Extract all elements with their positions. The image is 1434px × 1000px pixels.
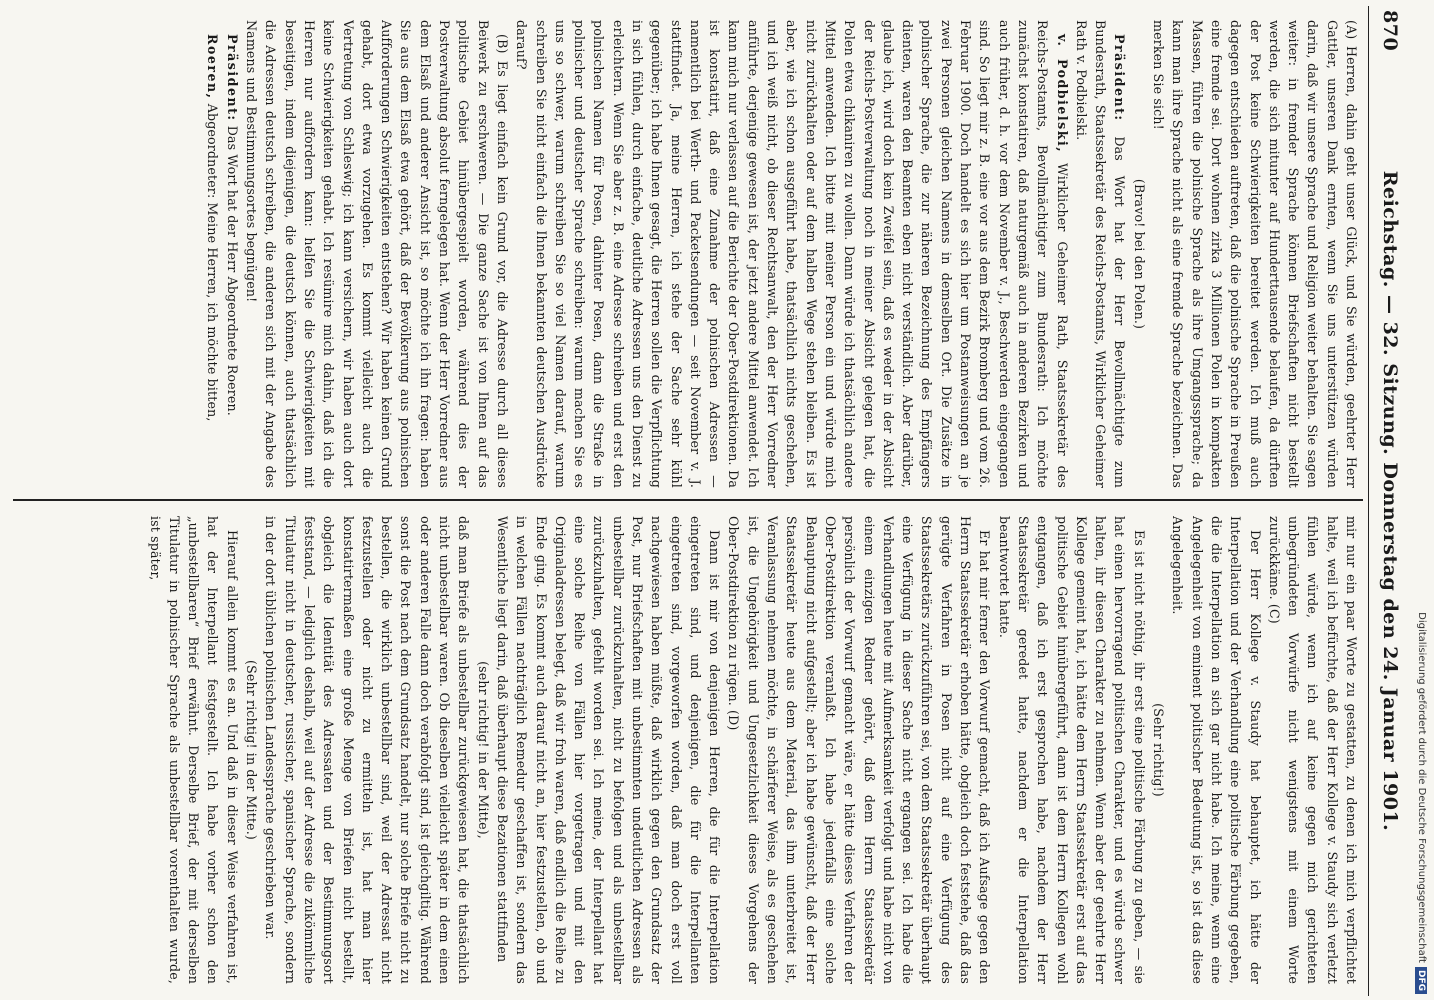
paragraph-text: Es liegt einfach kein Grund vor, die Adresse durch all dieses Beiwerk zu erschweren. — Die ganze Sache ist von Ihnen auf das politische Gebiet hinübergespielt worden, während dies der Postverwaltung absolut ferngelegen hat. Wenn der Herr Vorredner aus dem Elsaß und anderer Ansicht ist, so möchte ich ihn fragen: haben Sie aus dem Elsaß etwa gehört, daß der Bevölkerung aus polnischen Aufforderungen Schwierigkeiten entstehen? Wir haben keinen Grund gehabt, dort etwa vorzugehen. Es kommt vielleicht auch die Vertretung von Schleswig; ich kann versichern, wir haben auch dort keine Schwierigkeiten gehabt. Ich resümire mich dahin, daß ich die Herren nur auffordern kann: helfen Sie die Schwierigkeiten mit beseitigen, indem diejenigen, die deutsch können, auch thatsächlich die Adressen deutsch schreiben, die anderen sich mit der Angabe des Namens und Bestimmungsortes begnügen!	[244, 20, 510, 488]
reaction: (sehr richtig! in der Mitte),	[475, 661, 491, 839]
rotated-page	[7, 6, 1407, 996]
marker-b: (B)	[494, 34, 510, 54]
paragraph-text: Abgeordneter: Meine Herren, ich möchte bitten,	[205, 103, 221, 422]
reaction: (Sehr richtig! in der Mitte.)	[244, 660, 260, 840]
page-header	[1371, 6, 1405, 996]
funding-footer	[1411, 6, 1431, 994]
speaker-name: Präsident:	[224, 34, 240, 122]
column-divider	[13, 499, 1363, 501]
dfg-logo: DFG	[1415, 967, 1427, 994]
marker-d: (D)	[726, 710, 742, 731]
marker-c: (C)	[1266, 603, 1282, 624]
text-paragraph	[512, 20, 1072, 488]
paragraph-text: mir nur ein paar Worte zu gestatten, zu denen ich mich verpflichtet halte, weil ich befürchte, daß der Herr Kollege v. Staudy sich verletzt fühlen würde, wenn ich auf keine gegen mich gerichteten unbegründeten Vorwürfe nicht wenigstens mit einem Worte zurückkäme.	[1266, 516, 1359, 984]
right-column	[31, 516, 1361, 984]
text-paragraph	[203, 20, 222, 488]
paragraph-text: Das Wort hat der Herr Abgeordnete Roeren.	[224, 125, 240, 416]
reaction: (Bravo! bei den Polen.)	[1131, 178, 1147, 330]
reaction: (Sehr richtig!)	[1151, 703, 1167, 797]
text-paragraph	[724, 516, 994, 984]
funding-text: Digitalisierung gefördert durch die Deutsche Forschungsgemeinschaft	[1416, 612, 1427, 963]
speaker-name: Präsident:	[1112, 34, 1128, 122]
header-rule	[1368, 6, 1369, 996]
text-paragraph: Dann ist mir von denjenigen Herren, die für die Interpellation eingetreten sind, und denjenigen, die für die Interpellanten eingetreten sind, vorgeworfen worden, daß man doch erst voll nachgewiesen haben müßte, daß wirklich gegen den Grundsatz der Post, nur Briefschaften mit unbestimmten undeutlichen Adressen als unbestellbar zurückzuhalten, nicht zu befolgen und als unbestellbar zurückzuhalten, gefehlt worden sei. Ich meine, der Interpellant hat eine solche Reihe von Fällen hier vorgetragen und mit den Originaladressen belegt, daß wir froh waren, daß endlich die Reihe zu Ende ging. Es kommt auch darauf nicht an, hier festzustellen, ob und in welchen Fällen nachträglich Remedur geschaffen ist, sondern das Wesentliche liegt darin, daß überhaupt diese Bezationen stattfinden	[494, 516, 723, 984]
marker-a: (A)	[1344, 20, 1359, 40]
text-paragraph: Es ist nicht nöthig, ihr erst eine politische Färbung zu geben, — sie hat einen hervorragend politischen Charakter, und es würde schwer halten, ihr diesen Charakter zu nehmen. Wenn aber der geehrte Herr Kollege gemeint hat, ich hätte dem Herrn Staatssekretär erst auf das politische Gebiet hinübergeführt, dann ist dem Herrn Kollegen wohl entgangen, daß ich erst gesprochen habe, nachdem der Herr Staatssekretär geredet hatte, nachdem er die Interpellation beantwortet hatte.	[996, 516, 1147, 984]
left-column	[31, 20, 1361, 488]
paragraph-text: Er hat mir ferner den Vorwurf gemacht, daß ich Aufsage gegen den Herrn Staatssekretär erhoben hätte, obgleich doch feststehe, daß das gerügte Verfahren in Posen nicht auf eine Verfügung des Staatssekretärs zurückzuführen sei, von dem Staatssekretär überhaupt eine Verfügung in dieser Sache nicht ergangen sei. Ich habe die Verhandlungen heute mit Aufmerksamkeit verfolgt und habe nicht von einem einzigen Redner gehört, daß dem Herrn Staatssekretär persönlich der Vorwurf gemacht wäre, er hätte dieses Verfahren der Ober-Postdirektion veranlaßt. Ich habe jedenfalls eine solche Behauptung nicht aufgestellt; aber ich habe gewünscht, daß der Herr Staatssekretär heute aus dem Material, das ihm unterbreitet ist, Veranlassung nehmen möchte, in schärferer Weise, als es geschehen ist, die Ungehörigkeit und Ungesetzlichkeit dieses Vorgehens der Ober-Postdirektion zu rügen.	[726, 516, 993, 984]
speaker-name: Roeren,	[205, 34, 221, 100]
text-paragraph	[242, 20, 512, 488]
paragraph-text: Das Wort hat der Herr Bevollmächtigte zum Bundesrath, Staatssekretär des Reichs-Postamts, Wirklicher Geheimer Rath v. Podbielski.	[1073, 20, 1128, 488]
paragraph-text: Herren, dahin geht unser Glück, und Sie würden, geehrter Herr Gattler, unseren Dank ernten, wenn Sie uns unterstützen würden darin, daß wir unsere Sprache und Religion weiter behalten. Sie sagen weiter: in fremder Sprache können Briefschaften nicht bestellt werden, die sich mitunter auf Hunderttausende belaufen, da dürften der Post keine Schwierigkeiten bereitet werden. Ich muß auch dagegen entschieden auftreten, daß die polnische Sprache in Preußen eine fremde sei. Dort wohnen zirka 3 Millionen Polen in kompakten Massen, führen die polnische Sprache als ihre Umgangssprache; da kann man ihre Sprache nicht als eine fremde Sprache bezeichnen. Das merken Sie sich!	[1151, 20, 1359, 488]
text-paragraph	[1265, 516, 1361, 984]
paragraph-text: Wirklicher Geheimer Rath, Staatssekretär des Reichs-Postamts, Bevollmächtigter zum Bundesrath: Ich möchte zunächst konstatiren, daß naturgemäß auch in anderen Bezirken und auch früher, d. h. vor dem November v. J., Beschwerden eingegangen sind. So liegt mir z. B. eine vor aus dem Bezirk Bromberg und vom 26. Februar 1900. Doch handelt es sich hier um Postanweisungen an je zwei Personen gleichen Namens in demselben Ort. Die Zusätze in polnischer Sprache, die zur näheren Bezeichnung des Empfängers dienten, waren den Beamten eben nicht verständlich. Aber darüber, glaube ich, wird doch kein Zweifel sein, daß es weder in der Absicht der Reichs-Postverwaltung noch in meiner Absicht gelegen hat, die Polen etwa chikaniren zu wollen. Dann würde ich thatsächlich andere Mittel anwenden. Ich bitte mit meiner Person ein und würde mich nicht zurückhalten oder auf dem halben Wege stehen bleiben. Es ist aber, wie ich schon ausgeführt habe, thatsächlich nichts geschehen, und ich weiß nicht, ob dieser Rechtsanwalt, den der Herr Vorredner anführte, derjenige gewesen ist, der jetzt andere Mittel anwendet. Ich kann mich nur verlassen auf die Berichte der Ober-Postdirektionen. Da ist konstatirt, daß eine Zunahme der polnischen Adressen — namentlich bei Werth- und Packetsendungen — seit November v. J. stattfindet. Ja, meine Herren, ich stehe der Sache sehr kühl gegenüber; ich habe Ihnen gesagt, die Herren sollen die Verpflichtung in sich fühlen, durch einfache, deutliche Adressen uns den Dienst zu erleichtern. Wenn Sie aber z. B. eine Adresse schreiben und erst den polnischen Namen für Posen, dahinter Posen, dann die Straße in polnischer und deutscher Sprache schreiben: warum machen Sie es uns so schwer, warum schreiben Sie so viel Namen darauf, warum schreiben Sie nicht einfach die Ihnen bekannten deutschen Ausdrücke darauf?	[514, 20, 1070, 488]
text-paragraph	[1072, 20, 1130, 488]
text-paragraph: Der Herr Kollege v. Staudy hat behauptet, ich hätte der Interpellation und der Verhandlung eine politische Färbung gegeben, die die Interpellation an sich gar nicht habe. Ich meine, wenn eine Angelegenheit von eminent politischer Bedeutung ist, so ist das diese Angelegenheit.	[1170, 516, 1263, 984]
page-title: Reichstag. — 32. Sitzung. Donnerstag den 24. Januar 1901.	[1379, 170, 1401, 832]
funding-note	[1411, 6, 1431, 994]
page-number: 870	[1379, 10, 1401, 52]
text-paragraph	[222, 20, 241, 488]
text-paragraph: daß man Briefe als unbestellbar zurückgewiesen hat, die thatsächlich nicht unbestellbar waren. Ob dieselben vielleicht später in dem einen oder anderen Falle dann doch verabfolgt sind, ist gleichgiltig. Während sonst die Post nach dem Grundsatz handelt, nur solche Briefe nicht zu bestellen, die wirklich unbestellbar sind, weil der Adressat nicht festzustellen oder nicht zu ermitteln ist, hat man hier konstatirtermaßen eine große Menge von Briefen nicht bestellt, obgleich die Identität des Adressaten und der Bestimmungsort feststand, — lediglich deshalb, weil auf der Adresse die zukömmliche Titulatur nicht in deutscher, russischer, spanischer Sprache, sondern in der dort üblichen polnischen Landessprache geschrieben war.	[263, 516, 472, 984]
speaker-name: v. Podbielski,	[1054, 34, 1070, 154]
text-paragraph	[1149, 20, 1361, 488]
text-paragraph: Hierauf allein kommt es an. Und daß in dieser Weise verfahren ist, hat der Interpellant festgestellt. Ich habe vorher schon den „unbestellbaren“ Brief erwähnt. Derselbe Brief, der mit derselben Titulatur in polnischer Sprache als unbestellbar vorenthalten wurde, ist später,	[147, 516, 240, 984]
